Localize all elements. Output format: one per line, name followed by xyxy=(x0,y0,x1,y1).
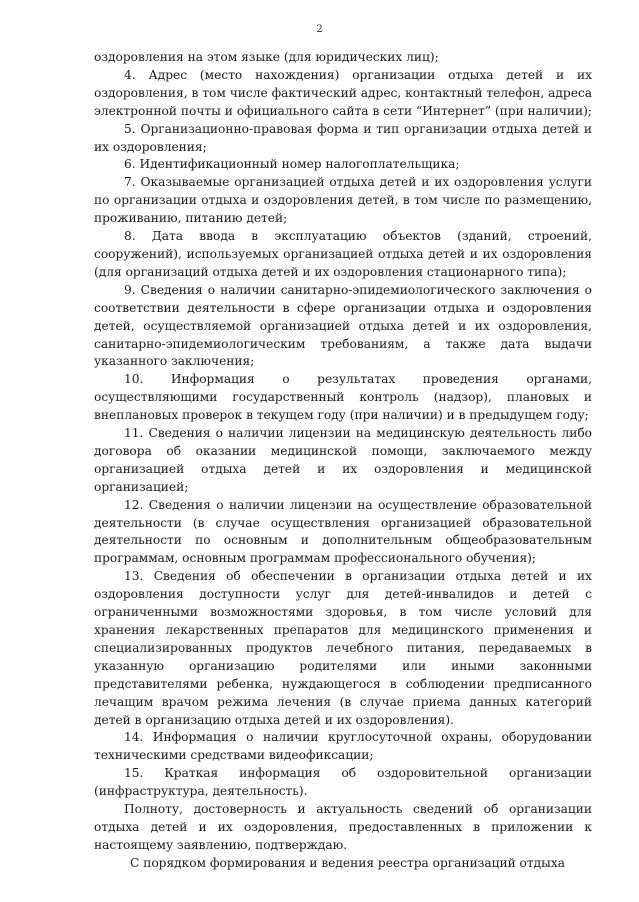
paragraph-item-6-inn: 6. Идентификационный номер налогоплательщика; xyxy=(124,157,460,172)
paragraph-item-4-address: 4. Адрес (место нахождения) организации отдыха детей и их оздоровления, в том числе фактический адрес, контактный телефон, адреса электронной почты и официального сайта в сети “Интернет” (при наличии); xyxy=(94,67,592,118)
paragraph-item-15-brief-info: 15. Краткая информация об оздоровительной организации (инфраструктура, деятельность). xyxy=(94,766,592,799)
paragraph-item-5-legal-form: 5. Организационно-правовая форма и тип организации отдыха детей и их оздоровления; xyxy=(94,121,592,154)
document-body xyxy=(94,49,592,873)
paragraph-item-12-education-license: 12. Сведения о наличии лицензии на осуществление образовательной деятельности (в случае осуществления организацией образовательной деятельности по основным и дополнительным общеобразовательным программам, основным программам профессионального обучения); xyxy=(94,497,592,566)
paragraph-item-3-continuation: оздоровления на этом языке (для юридических лиц); xyxy=(94,50,439,64)
paragraph-item-13-accessibility: 13. Сведения об обеспечении в организации отдыха детей и их оздоровления доступности услуг для детей-инвалидов и детей с ограниченными возможностями здоровья, в том числе условий для хранения лекарственных препаратов для медицинского применения и специализированных продуктов лечебного питания, передаваемых в указанную организацию родителями или иными законными представителями ребенка, нуждающегося в соблюдении предписанного лечащим врачом режима лечения (в случае приема данных категорий детей в организацию отдыха детей и их оздоровления). xyxy=(94,569,592,727)
paragraph-item-7-services: 7. Оказываемые организацией отдыха детей и их оздоровления услуги по организации отдыха и оздоровления детей, в том числе по размещению, проживанию, питанию детей; xyxy=(94,175,592,226)
paragraph-item-11-medical-license: 11. Сведения о наличии лицензии на медицинскую деятельность либо договора об оказании медицинской помощи, заключаемого между организацией отдыха детей и их оздоровления и медицинской организацией; xyxy=(94,426,592,494)
page-number: 2 xyxy=(316,24,323,35)
paragraph-item-14-security: 14. Информация о наличии круглосуточной охраны, оборудовании техническими средствами видеофиксации; xyxy=(94,730,592,763)
paragraph-confirmation: Полноту, достоверность и актуальность сведений об организации отдыха детей и их оздоровления, предоставленных в приложении к настоящему заявлению, подтверждаю. xyxy=(94,802,592,852)
paragraph-registry-procedure: С порядком формирования и ведения реестра организаций отдыха xyxy=(130,855,565,870)
paragraph-item-8-commission-date: 8. Дата ввода в эксплуатацию объектов (зданий, строений, сооружений), используемых организацией отдыха детей и их оздоровления (для организаций отдыха детей и их оздоровления стационарного типа); xyxy=(94,229,592,279)
paragraph-item-9-sanitary-conclusion: 9. Сведения о наличии санитарно-эпидемиологического заключения о соответствии деятельности в сфере организации отдыха и оздоровления детей, осуществляемой организацией отдыха детей и их оздоровления, санитарно-эпидемиологическим требованиям, а также дата выдачи указанного заключения; xyxy=(94,282,592,369)
paragraph-item-10-inspections: 10. Информация о результатах проведения органами, осуществляющими государственный контроль (надзор), плановых и внеплановых проверок в текущем году (при наличии) и в предыдущем году; xyxy=(94,372,592,423)
